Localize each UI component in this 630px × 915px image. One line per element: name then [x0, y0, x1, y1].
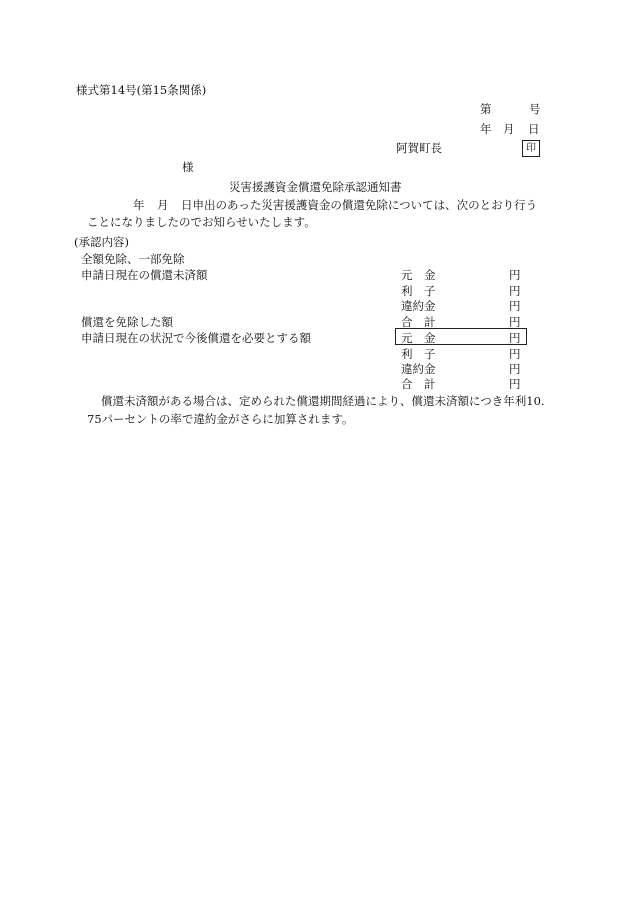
exemption-type-options: 全額免除、一部免除: [81, 252, 185, 266]
unpaid-penalty-label: 違約金: [401, 299, 436, 313]
date-day-label: 日: [528, 122, 540, 136]
unpaid-interest-unit: 円: [509, 284, 521, 298]
date-year-label: 年: [480, 122, 492, 136]
remaining-interest-label: 利 子: [401, 347, 436, 361]
unpaid-penalty-unit: 円: [509, 299, 521, 313]
form-number: 様式第14号(第15条関係): [76, 83, 207, 97]
document-title: 災害援護資金償還免除承認通知書: [229, 180, 402, 194]
unpaid-principal-label: 元 金: [401, 268, 436, 282]
unpaid-amount-label: 申請日現在の償還未済額: [81, 268, 208, 282]
exempted-amount-label: 償還を免除した額: [81, 315, 173, 329]
remaining-amount-label: 申請日現在の状況で今後償還を必要とする額: [81, 331, 311, 345]
body-paragraph-line-2: ことになりましたのでお知らせいたします。: [87, 215, 316, 229]
remaining-total-label: 合 計: [401, 377, 436, 391]
remaining-penalty-unit: 円: [509, 362, 521, 376]
approval-section-heading: (承認内容): [74, 235, 129, 249]
remaining-penalty-label: 違約金: [401, 362, 436, 376]
seal-stamp: 印: [522, 140, 540, 157]
exempted-total-unit: 円: [509, 315, 521, 329]
document-number-suffix: 号: [529, 102, 541, 116]
document-number-label: 第: [480, 102, 492, 116]
date-month-label: 月: [503, 122, 515, 136]
unpaid-interest-label: 利 子: [401, 284, 436, 298]
body-text-rest: 日申出のあった災害援護資金の償還免除については、次のとおり行う: [181, 198, 538, 212]
remaining-principal-label: 元 金: [401, 331, 436, 345]
remaining-interest-unit: 円: [509, 347, 521, 361]
unpaid-principal-unit: 円: [509, 268, 521, 282]
penalty-note-line-1: 償還未済額がある場合は、定められた償還期間経過により、償還未済額につき年利10.: [101, 394, 545, 408]
exempted-total-label: 合 計: [401, 315, 436, 329]
remaining-total-unit: 円: [509, 377, 521, 391]
body-paragraph-line-1: [133, 200, 537, 212]
issuer-name: 阿賀町長: [396, 141, 442, 155]
penalty-note-line-2: 75パーセントの率で違約金がさらに加算されます。: [87, 412, 354, 426]
body-year-label: 年: [133, 198, 145, 212]
addressee-honorific: 様: [182, 160, 194, 174]
body-month-label: 月: [157, 198, 169, 212]
remaining-principal-unit: 円: [509, 331, 521, 345]
